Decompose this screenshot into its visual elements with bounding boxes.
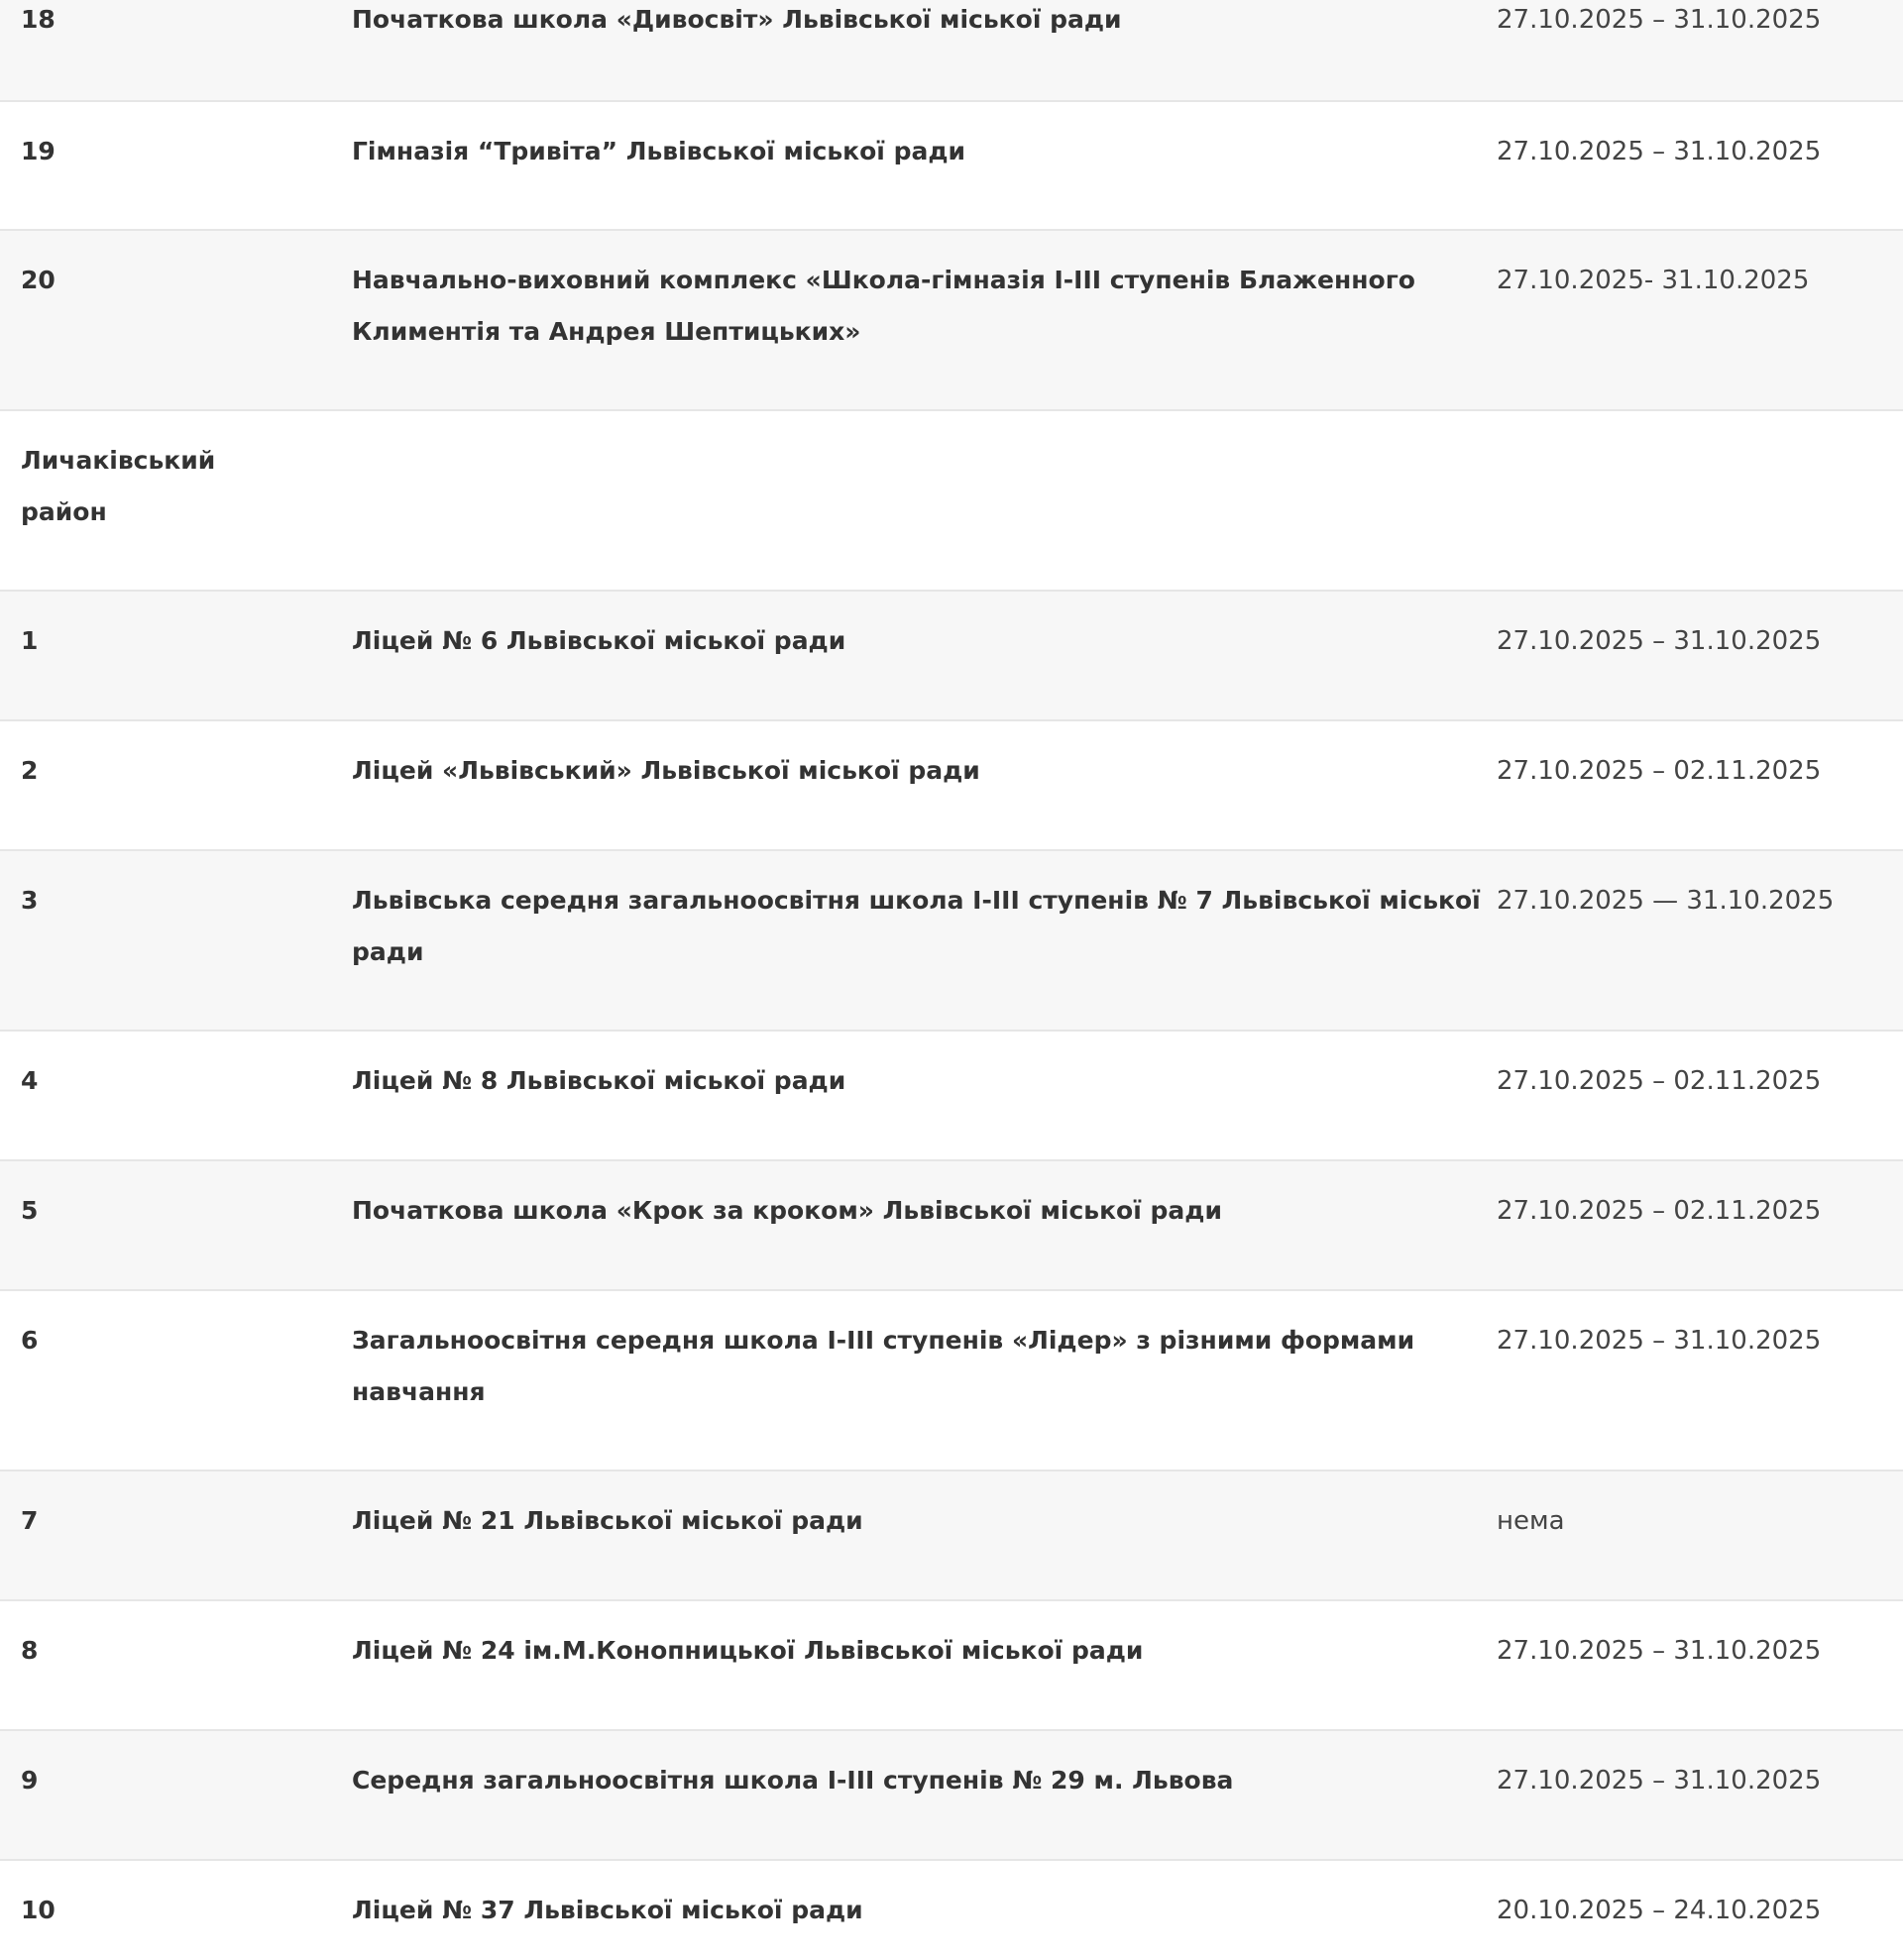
row-number: 6 — [21, 1326, 39, 1355]
school-name: Гімназія “Тривіта” Львівської міської ради — [352, 137, 966, 165]
school-name: Ліцей «Львівський» Львівської міської ради — [352, 756, 980, 785]
date-range: 27.10.2025 — 31.10.2025 — [1497, 886, 1835, 916]
row-number: 1 — [21, 626, 39, 655]
school-name: Початкова школа «Крок за кроком» Львівської міської ради — [352, 1196, 1222, 1225]
school-name: Навчально-виховний комплекс «Школа-гімназія І-ІІІ ступенів Блаженного Климентія та Андрея Шептицьких» — [352, 266, 1415, 346]
table-row — [0, 0, 1903, 102]
date-range: 27.10.2025 – 31.10.2025 — [1497, 626, 1822, 656]
date-range: 27.10.2025 – 31.10.2025 — [1497, 1636, 1822, 1666]
date-range: 27.10.2025 – 31.10.2025 — [1497, 5, 1822, 35]
date-range: 27.10.2025- 31.10.2025 — [1497, 266, 1810, 295]
district-row — [0, 411, 1903, 592]
school-name: Львівська середня загальноосвітня школа І-ІІІ ступенів № 7 Львівської міської ради — [352, 886, 1481, 966]
row-number: 10 — [21, 1896, 56, 1924]
table-row — [0, 1861, 1903, 1960]
school-name: Ліцей № 24 ім.М.Конопницької Львівської міської ради — [352, 1636, 1144, 1665]
table-row — [0, 1032, 1903, 1161]
table-row — [0, 231, 1903, 411]
school-name: Ліцей № 37 Львівської міської ради — [352, 1896, 863, 1924]
school-name: Ліцей № 8 Львівської міської ради — [352, 1066, 846, 1095]
row-number: 3 — [21, 886, 39, 915]
row-number: 9 — [21, 1766, 39, 1795]
date-range: 27.10.2025 – 02.11.2025 — [1497, 756, 1822, 786]
date-range: 27.10.2025 – 02.11.2025 — [1497, 1066, 1822, 1096]
school-name: Початкова школа «Дивосвіт» Львівської міської ради — [352, 5, 1122, 34]
district-name: Личаківський район — [21, 446, 216, 526]
row-number: 7 — [21, 1506, 39, 1535]
school-name: Загальноосвітня середня школа І-ІІІ ступенів «Лідер» з різними формами навчання — [352, 1326, 1415, 1406]
school-name: Ліцей № 21 Львівської міської ради — [352, 1506, 863, 1535]
row-number: 18 — [21, 5, 56, 34]
table-row — [0, 851, 1903, 1032]
row-number: 20 — [21, 266, 56, 294]
table-row — [0, 721, 1903, 851]
table-row — [0, 1601, 1903, 1731]
date-range: 20.10.2025 – 24.10.2025 — [1497, 1896, 1822, 1925]
table-row — [0, 592, 1903, 721]
row-number: 2 — [21, 756, 39, 785]
table-row — [0, 1161, 1903, 1291]
date-range: 27.10.2025 – 31.10.2025 — [1497, 137, 1822, 166]
date-range: 27.10.2025 – 31.10.2025 — [1497, 1326, 1822, 1356]
row-number: 4 — [21, 1066, 39, 1095]
table-row — [0, 1471, 1903, 1601]
table-row — [0, 1731, 1903, 1861]
row-number: 19 — [21, 137, 56, 165]
date-range: 27.10.2025 – 31.10.2025 — [1497, 1766, 1822, 1796]
table-row — [0, 102, 1903, 231]
school-name: Ліцей № 6 Львівської міської ради — [352, 626, 846, 655]
school-name: Середня загальноосвітня школа І-ІІІ ступенів № 29 м. Львова — [352, 1766, 1234, 1795]
date-range: нема — [1497, 1506, 1565, 1536]
table-row — [0, 1291, 1903, 1471]
date-range: 27.10.2025 – 02.11.2025 — [1497, 1196, 1822, 1226]
row-number: 8 — [21, 1636, 39, 1665]
row-number: 5 — [21, 1196, 39, 1225]
